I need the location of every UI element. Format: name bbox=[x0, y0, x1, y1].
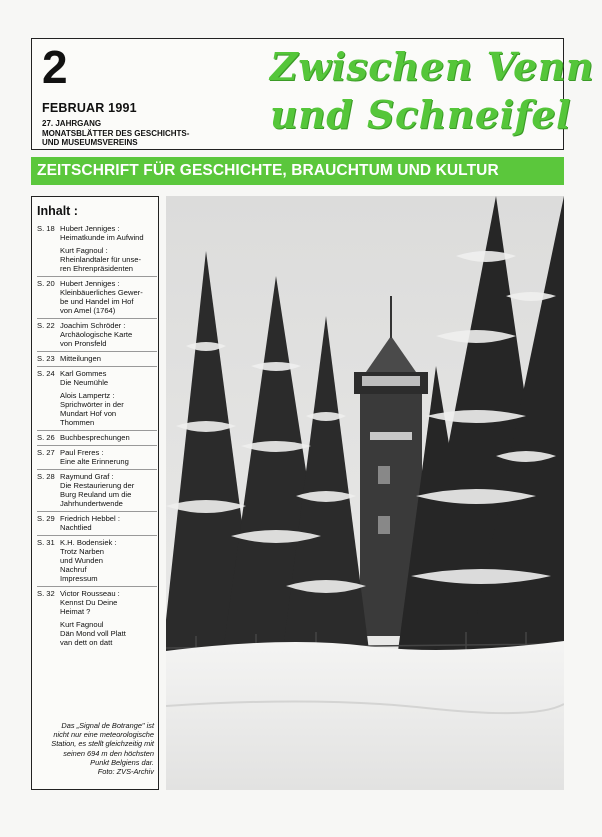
toc-line: Mundart Hof von bbox=[60, 409, 117, 418]
toc-line: Alois Lampertz : bbox=[60, 391, 115, 400]
toc-title bbox=[60, 514, 157, 532]
toc-title bbox=[60, 224, 157, 242]
caption-line: Das „Signal de Botrange" ist bbox=[61, 721, 154, 730]
toc-list bbox=[37, 222, 157, 650]
toc-line: Kurt Fagnoul : bbox=[60, 246, 108, 255]
toc-entry bbox=[37, 446, 157, 470]
toc-title bbox=[60, 321, 157, 348]
masthead-line: und Schneifel bbox=[270, 92, 571, 137]
issue-date: FEBRUAR 1991 bbox=[42, 101, 137, 115]
toc-line: Friedrich Hebbel : bbox=[60, 514, 120, 523]
caption-line: seinen 694 m den höchsten bbox=[63, 748, 154, 758]
masthead-line: Zwischen Venn bbox=[270, 44, 595, 89]
toc-page-number: S. 31 bbox=[37, 538, 55, 547]
toc-entry bbox=[37, 470, 157, 512]
toc-line: Kennst Du Deine bbox=[60, 598, 118, 607]
caption-line: Punkt Belgiens dar. bbox=[90, 757, 154, 767]
issue-number: 2 bbox=[42, 41, 68, 93]
toc-line: von Amel (1764) bbox=[60, 306, 116, 315]
toc-title bbox=[60, 433, 157, 442]
toc-line: Raymund Graf : bbox=[60, 472, 114, 481]
caption-line: nicht nur eine meteorologische bbox=[53, 730, 154, 740]
toc-entry bbox=[37, 431, 157, 446]
toc-title bbox=[60, 369, 157, 387]
toc-page-number: S. 26 bbox=[37, 433, 55, 442]
toc-page-number: S. 24 bbox=[37, 369, 55, 378]
toc-line: Dän Mond voll Platt bbox=[60, 629, 126, 638]
toc-line: Kleinbäuerliches Gewer- bbox=[60, 288, 143, 297]
toc-line: Paul Freres : bbox=[60, 448, 104, 457]
toc-page-number: S. 18 bbox=[37, 224, 55, 233]
toc-title bbox=[60, 538, 157, 583]
masthead-title bbox=[270, 43, 595, 139]
toc-page-number: S. 28 bbox=[37, 472, 55, 481]
header-box bbox=[31, 38, 595, 150]
toc-line: Nachruf bbox=[60, 565, 87, 574]
toc-entry bbox=[37, 536, 157, 587]
toc-line: Heimat ? bbox=[60, 607, 91, 616]
toc-line: Trotz Narben bbox=[60, 547, 105, 556]
toc-title bbox=[60, 279, 157, 315]
toc-entry bbox=[37, 587, 157, 650]
toc-line: Karl Gommes bbox=[60, 369, 107, 378]
toc-title bbox=[60, 472, 157, 508]
caption-line: Station, es stellt gleichzeitig mit bbox=[51, 739, 154, 749]
issue-meta bbox=[42, 119, 222, 148]
toc-line: Burg Reuland um die bbox=[60, 490, 132, 499]
meta-line: UND MUSEUMSVEREINS bbox=[42, 138, 138, 147]
toc-title bbox=[60, 589, 157, 616]
meta-line: MONATSBLÄTTER DES GESCHICHTS- bbox=[42, 128, 190, 138]
toc-sub-entry bbox=[37, 246, 157, 273]
toc-line: Hubert Jenniges : bbox=[60, 279, 120, 288]
toc-line: Nachtlied bbox=[60, 523, 92, 532]
toc-page-number: S. 20 bbox=[37, 279, 55, 288]
toc-line: und Wunden bbox=[60, 556, 103, 565]
toc-page-number: S. 29 bbox=[37, 514, 55, 523]
toc-line: Die Neumühle bbox=[60, 378, 109, 387]
subtitle-text: ZEITSCHRIFT FÜR GESCHICHTE, BRAUCHTUM UND KULTUR bbox=[37, 162, 499, 179]
toc-line: ren Ehrenpräsidenten bbox=[60, 264, 134, 273]
toc-line: Rheinlandtaler für unse- bbox=[60, 255, 142, 264]
meta-line: 27. JAHRGANG bbox=[42, 119, 102, 128]
toc-line: Hubert Jenniges : bbox=[60, 224, 120, 233]
toc-entry bbox=[37, 352, 157, 367]
toc-sub-entry bbox=[37, 620, 157, 647]
toc-line: Buchbesprechungen bbox=[60, 433, 130, 442]
toc-title bbox=[60, 354, 157, 363]
toc-entry bbox=[37, 367, 157, 431]
toc-page-number: S. 22 bbox=[37, 321, 55, 330]
toc-page-number: S. 27 bbox=[37, 448, 55, 457]
toc-entry bbox=[37, 277, 157, 319]
toc-entry bbox=[37, 222, 157, 277]
toc-line: Mitteilungen bbox=[60, 354, 101, 363]
toc-line: Joachim Schröder : bbox=[60, 321, 126, 330]
toc-entry bbox=[37, 319, 157, 352]
toc-line: Thommen bbox=[60, 418, 95, 427]
contents-title: Inhalt : bbox=[37, 204, 78, 218]
toc-line: K.H. Bodensiek : bbox=[60, 538, 117, 547]
photo-credit: Foto: ZVS-Archiv bbox=[97, 767, 154, 777]
toc-line: Impressum bbox=[60, 574, 98, 583]
toc-page-number: S. 32 bbox=[37, 589, 55, 598]
toc-line: Sprichwörter in der bbox=[60, 400, 124, 409]
toc-line: Eine alte Erinnerung bbox=[60, 457, 129, 466]
toc-line: Die Restaurierung der bbox=[60, 481, 135, 490]
toc-entry bbox=[37, 512, 157, 536]
toc-line: van dett on datt bbox=[60, 638, 113, 647]
toc-sub-entry bbox=[37, 391, 157, 427]
toc-line: Victor Rousseau : bbox=[60, 589, 120, 598]
toc-line: Jahrhundertwende bbox=[60, 499, 123, 508]
toc-line: Kurt Fagnoul bbox=[60, 620, 104, 629]
cover-photo bbox=[166, 196, 564, 790]
toc-line: Heimatkunde im Aufwind bbox=[60, 233, 144, 242]
toc-page-number: S. 23 bbox=[37, 354, 55, 363]
subtitle-banner bbox=[31, 157, 564, 185]
winter-tower-photo bbox=[166, 196, 564, 790]
toc-line: be und Handel im Hof bbox=[60, 297, 134, 306]
toc-line: von Pronsfeld bbox=[60, 339, 107, 348]
toc-title bbox=[60, 448, 157, 466]
toc-line: Archäologische Karte bbox=[60, 330, 133, 339]
contents-box bbox=[31, 196, 159, 790]
photo-caption bbox=[36, 721, 154, 776]
